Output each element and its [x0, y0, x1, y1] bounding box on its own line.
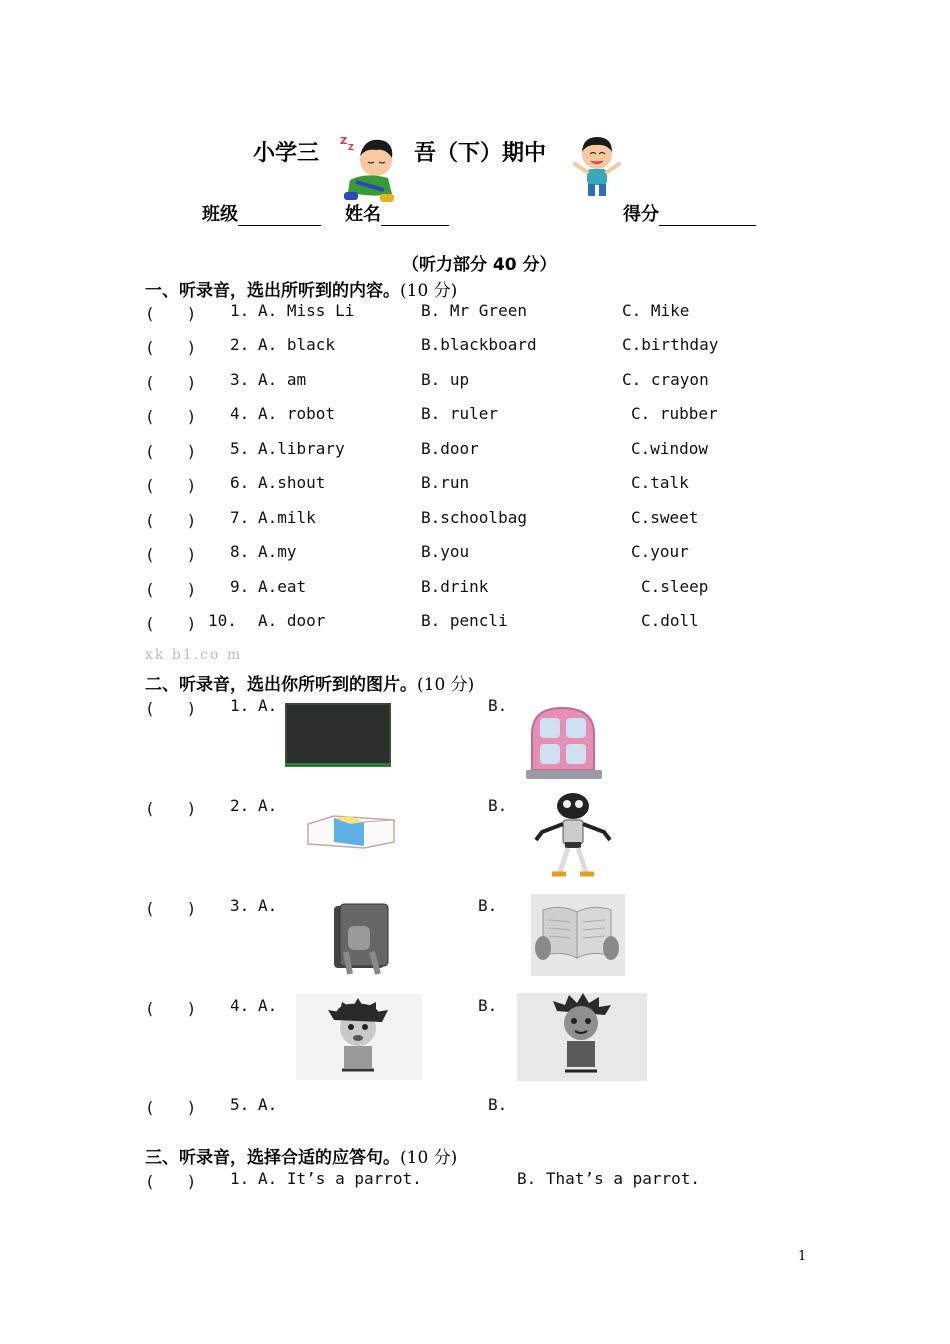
picture-question-row — [145, 996, 498, 1019]
option-c: C.sleep — [641, 577, 709, 596]
rubber-image[interactable] — [304, 812, 398, 850]
option-a: A.eat — [258, 577, 307, 596]
section2-heading — [145, 670, 474, 695]
picture-question-row — [145, 696, 508, 719]
option-a: A. am — [258, 370, 307, 389]
option-b: B.blackboard — [421, 335, 537, 354]
name-label: 姓名 — [345, 204, 381, 225]
section3-title: 三、听录音，选择合适的应答句。 — [145, 1148, 400, 1168]
list-item — [145, 611, 699, 634]
answer-paren[interactable]: ( ) — [145, 545, 197, 564]
item-number: 1. — [230, 696, 250, 715]
option-a-label: A. — [258, 1095, 278, 1114]
picture-question-row — [145, 896, 498, 919]
answer-paren[interactable]: ( ) — [145, 476, 197, 495]
option-a: A. Miss Li — [258, 301, 355, 320]
option-a-label: A. — [258, 996, 278, 1015]
item-number: 4. — [230, 996, 250, 1015]
answer-paren[interactable]: ( ) — [145, 1098, 197, 1117]
picture-question-row — [145, 796, 508, 819]
option-b: B.run — [421, 473, 470, 492]
picture-question-row — [145, 1095, 508, 1118]
answer-paren[interactable]: ( ) — [145, 373, 197, 392]
class-blank[interactable] — [238, 207, 321, 226]
sleeping-boy-image — [336, 132, 402, 204]
option-b: B. pencli — [421, 611, 508, 630]
answer-paren[interactable]: ( ) — [145, 511, 197, 530]
option-b: B.drink — [421, 577, 489, 596]
name-blank[interactable] — [381, 207, 449, 226]
answer-paren[interactable]: ( ) — [145, 899, 197, 918]
option-c: C. rubber — [631, 404, 718, 423]
watermark-text: xk b1.co m — [145, 647, 243, 663]
section1-heading — [145, 276, 457, 301]
answer-paren[interactable]: ( ) — [145, 304, 197, 323]
list-item — [145, 473, 689, 496]
reading-image[interactable] — [531, 894, 625, 976]
option-c: C.doll — [641, 611, 699, 630]
answer-paren[interactable]: ( ) — [145, 442, 197, 461]
option-b-label: B. — [488, 1095, 508, 1114]
section2-title: 二、听录音，选出你所听到的图片。 — [145, 675, 417, 695]
list-item — [145, 1169, 701, 1192]
item-number: 1. — [230, 301, 250, 320]
item-number: 4. — [230, 404, 250, 423]
happy-boy-image — [571, 134, 623, 200]
item-number: 6. — [230, 473, 250, 492]
option-b: B.you — [421, 542, 470, 561]
answer-paren[interactable]: ( ) — [145, 799, 197, 818]
item-number: 5. — [230, 1095, 250, 1114]
answer-paren[interactable]: ( ) — [145, 1172, 197, 1191]
window-image[interactable] — [524, 704, 604, 782]
list-item — [145, 370, 709, 393]
list-item — [145, 542, 689, 565]
option-b: B. ruler — [421, 404, 499, 423]
option-a: A. black — [258, 335, 336, 354]
item-number: 3. — [230, 896, 250, 915]
answer-paren[interactable]: ( ) — [145, 407, 197, 426]
score-label: 得分 — [623, 204, 659, 225]
class-field — [202, 200, 321, 226]
option-c: C.sweet — [631, 508, 699, 527]
option-a: A. robot — [258, 404, 336, 423]
option-c: C.window — [631, 439, 709, 458]
option-a: A. It’s a parrot. — [258, 1169, 422, 1188]
option-b: B. Mr Green — [421, 301, 527, 320]
class-label: 班级 — [202, 204, 238, 225]
option-a: A.my — [258, 542, 297, 561]
section1-points: (10 分) — [400, 281, 458, 301]
option-b-label: B. — [488, 796, 508, 815]
answer-paren[interactable]: ( ) — [145, 580, 197, 599]
list-item — [145, 508, 699, 531]
name-field — [345, 200, 449, 226]
option-b: B.door — [421, 439, 479, 458]
option-b: B. That’s a parrot. — [517, 1169, 701, 1188]
item-number: 8. — [230, 542, 250, 561]
option-c: C.talk — [631, 473, 689, 492]
section1-title: 一、听录音，选出所听到的内容。 — [145, 281, 400, 301]
item-number: 5. — [230, 439, 250, 458]
boy-talk-image[interactable] — [296, 994, 422, 1080]
item-number: 10. — [208, 611, 237, 630]
option-a: A. door — [258, 611, 326, 630]
list-item — [145, 404, 718, 427]
option-a: A.library — [258, 439, 345, 458]
listening-part-label: （听力部分 40 分） — [402, 255, 557, 275]
list-item — [145, 335, 719, 358]
list-item — [145, 439, 709, 462]
score-blank[interactable] — [659, 207, 756, 226]
item-number: 2. — [230, 796, 250, 815]
option-c: C. Mike — [622, 301, 690, 320]
option-c: C.birthday — [622, 335, 719, 354]
option-c: C. crayon — [622, 370, 709, 389]
answer-paren[interactable]: ( ) — [145, 614, 197, 633]
book-image[interactable] — [328, 902, 396, 976]
svg-text:Z: Z — [348, 143, 354, 152]
answer-paren[interactable]: ( ) — [145, 338, 197, 357]
svg-text:Z: Z — [340, 136, 348, 147]
score-field — [623, 200, 756, 226]
title-right: 吾（下）期中 — [414, 141, 547, 166]
item-number: 7. — [230, 508, 250, 527]
item-number: 3. — [230, 370, 250, 389]
list-item — [145, 577, 709, 600]
item-number: 1. — [230, 1169, 250, 1188]
option-b: B.schoolbag — [421, 508, 527, 527]
option-a-label: A. — [258, 796, 278, 815]
title-left: 小学三 — [253, 141, 320, 166]
option-b-label: B. — [478, 896, 498, 915]
item-number: 2. — [230, 335, 250, 354]
robot-image[interactable] — [530, 792, 616, 882]
section3-heading — [145, 1143, 457, 1168]
option-c: C.your — [631, 542, 689, 561]
option-a: A.shout — [258, 473, 326, 492]
answer-paren[interactable]: ( ) — [145, 699, 197, 718]
answer-paren[interactable]: ( ) — [145, 999, 197, 1018]
boy-shout-image[interactable] — [517, 993, 647, 1081]
option-a: A.milk — [258, 508, 316, 527]
section2-points: (10 分) — [417, 675, 475, 695]
option-b-label: B. — [488, 696, 508, 715]
list-item — [145, 301, 690, 324]
option-b: B. up — [421, 370, 470, 389]
section3-points: (10 分) — [400, 1148, 458, 1168]
option-a-label: A. — [258, 896, 278, 915]
option-b-label: B. — [478, 996, 498, 1015]
page-number: 1 — [798, 1249, 807, 1264]
item-number: 9. — [230, 577, 250, 596]
option-a-label: A. — [258, 696, 278, 715]
blackboard-image[interactable] — [285, 703, 391, 767]
